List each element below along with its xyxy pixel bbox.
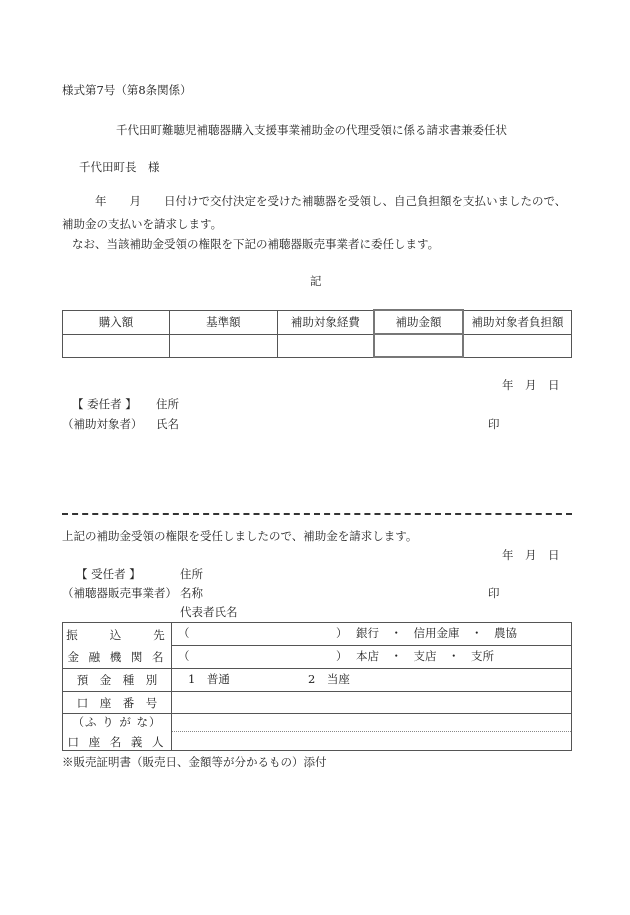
account-holder-input-line[interactable] — [172, 732, 571, 750]
institution-label — [63, 623, 172, 669]
header-subsidy-amount: 補助金額 — [374, 310, 463, 334]
deposit-type-label: 預 金 種 別 — [63, 669, 172, 692]
delegator-role: 【 委任者 】 — [72, 397, 137, 411]
account-holder-label — [63, 714, 172, 751]
standard-amount-cell[interactable] — [169, 334, 277, 357]
delegator-subrole: （補助対象者） — [62, 417, 143, 431]
header-eligible-cost: 補助対象経費 — [277, 310, 374, 334]
header-purchase-amount: 購入額 — [63, 310, 170, 334]
bank-row-deposit-type — [63, 669, 572, 692]
delegate-role: 【 受任者 】 — [76, 567, 141, 581]
delegator-name-label: 氏名 — [156, 417, 179, 431]
branch-name-cell[interactable] — [172, 646, 572, 669]
delegator-date: 年 月 日 — [502, 378, 560, 392]
account-holder-name-label: 口 座 名 義 人 — [67, 735, 167, 749]
amount-header-row — [63, 310, 572, 334]
acceptance-text: 上記の補助金受領の権限を受任しましたので、補助金を請求します。 — [62, 529, 418, 543]
bank-row-institution-1 — [63, 623, 572, 646]
bank-name-cell[interactable] — [172, 623, 572, 646]
bank-type-options: 銀行 ・ 信用金庫 ・ 農協 — [356, 626, 517, 640]
bank-name-close-paren: ） — [336, 626, 348, 640]
bank-row-account-number — [63, 692, 572, 714]
branch-name-open-paren: （ — [178, 649, 190, 663]
delegate-address-label: 住所 — [180, 567, 203, 581]
amount-table — [62, 309, 572, 358]
cut-line-divider — [62, 513, 572, 515]
header-self-payment: 補助対象者負担額 — [463, 310, 571, 334]
delegate-representative-label: 代表者氏名 — [180, 605, 238, 619]
institution-label-line1: 振 込 先 — [66, 627, 168, 642]
delegate-name-label: 名称 — [180, 586, 203, 600]
delegator-address-label: 住所 — [156, 397, 179, 411]
deposit-option-ordinary[interactable]: 1 普通 — [188, 672, 230, 686]
amount-value-row — [63, 334, 572, 357]
delegation-text: なお、当該補助金受領の権限を下記の補聴器販売事業者に委任します。 — [72, 237, 440, 251]
bank-table — [62, 622, 572, 751]
request-text-line2: 補助金の支払いを請求します。 — [62, 217, 223, 231]
branch-name-close-paren: ） — [336, 649, 348, 663]
eligible-cost-cell[interactable] — [277, 334, 374, 357]
self-payment-cell[interactable] — [463, 334, 571, 357]
request-text-line1: 年 月 日付けで交付決定を受けた補聴器を受領し、自己負担額を支払いましたので、 — [95, 194, 567, 208]
ki-note-marker: 記 — [310, 274, 322, 288]
subsidy-amount-cell[interactable] — [374, 334, 463, 357]
document-title: 千代田町難聴児補聴器購入支援事業補助金の代理受領に係る請求書兼委任状 — [116, 123, 507, 137]
delegator-seal: 印 — [488, 417, 500, 431]
deposit-type-cell[interactable] — [172, 669, 572, 692]
bank-row-account-holder — [63, 714, 572, 751]
header-standard-amount: 基準額 — [169, 310, 277, 334]
furigana-label: （ふ り が な） — [72, 715, 162, 729]
account-holder-cell — [172, 714, 572, 751]
institution-label-line2: 金 融 機 関 名 — [67, 649, 167, 664]
account-number-cell[interactable] — [172, 692, 572, 714]
footnote: ※販売証明書（販売日、金額等が分かるもの）添付 — [62, 755, 327, 769]
furigana-input-line[interactable] — [172, 714, 571, 732]
account-number-label: 口 座 番 号 — [63, 692, 172, 714]
delegate-seal: 印 — [488, 586, 500, 600]
deposit-option-checking[interactable]: 2 当座 — [308, 672, 350, 686]
delegate-subrole: （補聴器販売事業者） — [62, 586, 177, 600]
delegate-date: 年 月 日 — [502, 548, 560, 562]
addressee: 千代田町長 様 — [79, 160, 160, 174]
purchase-amount-cell[interactable] — [63, 334, 170, 357]
form-number: 様式第7号（第8条関係） — [62, 83, 192, 97]
bank-name-open-paren: （ — [178, 626, 190, 640]
branch-type-options: 本店 ・ 支店 ・ 支所 — [356, 649, 494, 663]
